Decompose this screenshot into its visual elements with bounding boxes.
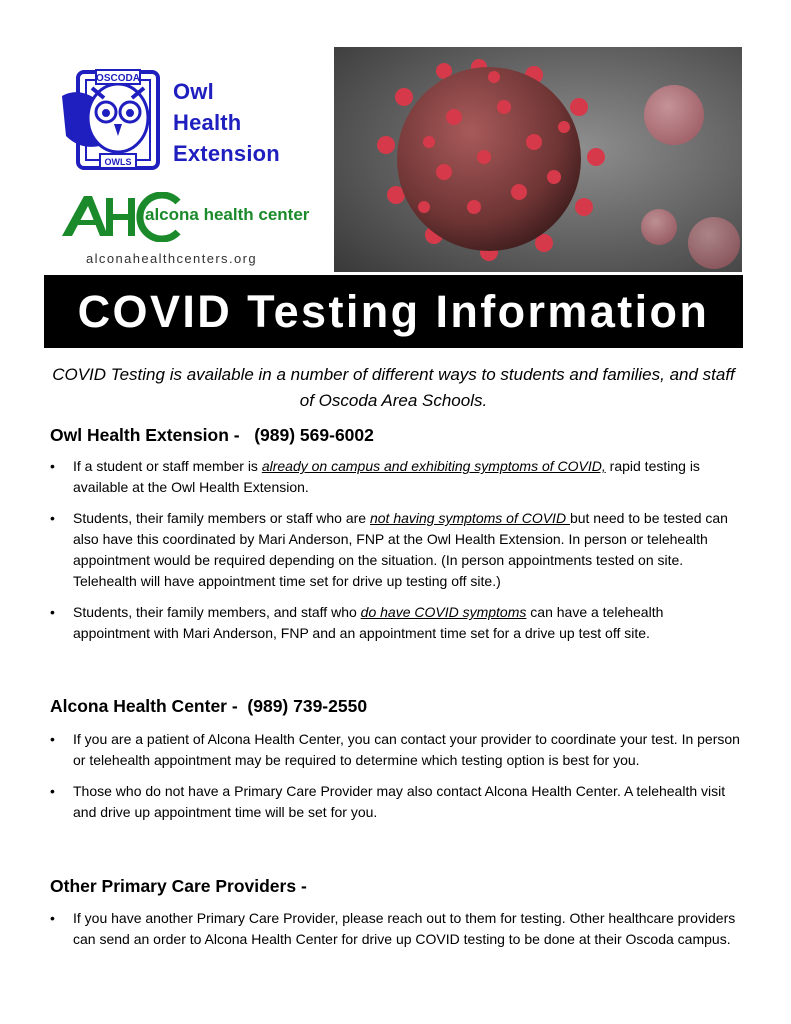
bullet-icon: • bbox=[50, 783, 55, 799]
bullet-text: If you are a patient of Alcona Health Center, you can contact your provider to coordinate your test. In person or telehealth appointment may be required to determine which testing option is best for you. bbox=[73, 731, 740, 768]
bullet-text: Those who do not have a Primary Care Provider may also contact Alcona Health Center. A telehealth visit and drive up appointment time will be set for you. bbox=[73, 783, 726, 820]
bullet-text-pre: Students, their family members or staff who are bbox=[73, 510, 370, 526]
owl-badge-bottom-text: OWLS bbox=[104, 157, 132, 167]
owl-logo-line-2: Health bbox=[173, 110, 242, 135]
bullet-text-post: can have a telehealth appointment with Mari Anderson, FNP and an appointment time set for a drive up test off site. bbox=[73, 604, 664, 641]
section-title-alcona-health-center: Alcona Health Center - (989) 739-2550 bbox=[50, 696, 368, 716]
bullet-text-emphasis: not having symptoms of COVID bbox=[369, 510, 570, 526]
section-title-owl-health-extension: Owl Health Extension - (989) 569-6002 bbox=[50, 425, 374, 445]
bullet-text-post: rapid testing is available at the Owl Health Extension. bbox=[73, 458, 700, 495]
owl-badge-top-text: OSCODA bbox=[96, 73, 140, 84]
bullet-text: If you have another Primary Care Provider, please reach out to them for testing. Other healthcare providers can send an order to Alcona Health Center for drive up COVID testing to be done at their Oscoda campus. bbox=[73, 910, 736, 947]
title-banner bbox=[44, 275, 743, 348]
intro-text: COVID Testing is available in a number of different ways to students and families, and staff of Oscoda Area Schools. bbox=[52, 365, 735, 410]
other-providers-list bbox=[50, 908, 740, 960]
bullet-icon: • bbox=[50, 731, 55, 747]
coronavirus-image bbox=[334, 47, 742, 272]
bullet-text-emphasis: do have COVID symptoms bbox=[360, 604, 527, 620]
page-title: COVID Testing Information bbox=[77, 286, 710, 337]
list-item bbox=[50, 508, 740, 592]
ahc-url: alconahealthcenters.org bbox=[86, 251, 257, 266]
section-title-other-providers: Other Primary Care Providers - bbox=[50, 876, 307, 896]
owl-logo-line-1: Owl bbox=[173, 79, 214, 104]
list-item bbox=[50, 456, 740, 498]
list-item bbox=[50, 729, 740, 771]
bullet-text-pre: Students, their family members, and staff who bbox=[73, 604, 361, 620]
list-item bbox=[50, 602, 740, 644]
owl-logo-text bbox=[173, 76, 280, 169]
bullet-text-pre: If a student or staff member is bbox=[73, 458, 262, 474]
bullet-icon: • bbox=[50, 604, 55, 620]
bullet-text-post: but need to be tested can also have this coordinated by Mari Anderson, FNP at the Owl Health Extension. In person or telehealth appointment would be required depending on the situation. (In person appointments tested on site. Telehealth will have appointment time set for drive up testing off site.) bbox=[73, 510, 728, 589]
bullet-text-emphasis: already on campus and exhibiting symptoms of COVID, bbox=[261, 458, 606, 474]
list-item bbox=[50, 908, 740, 950]
owl-health-extension-list bbox=[50, 456, 740, 654]
bullet-icon: • bbox=[50, 910, 55, 926]
bullet-icon: • bbox=[50, 510, 55, 526]
bullet-icon: • bbox=[50, 458, 55, 474]
owl-logo-line-3: Extension bbox=[173, 141, 280, 166]
ahc-name: alcona health center bbox=[145, 205, 310, 224]
alcona-health-center-list bbox=[50, 729, 740, 833]
list-item bbox=[50, 781, 740, 823]
